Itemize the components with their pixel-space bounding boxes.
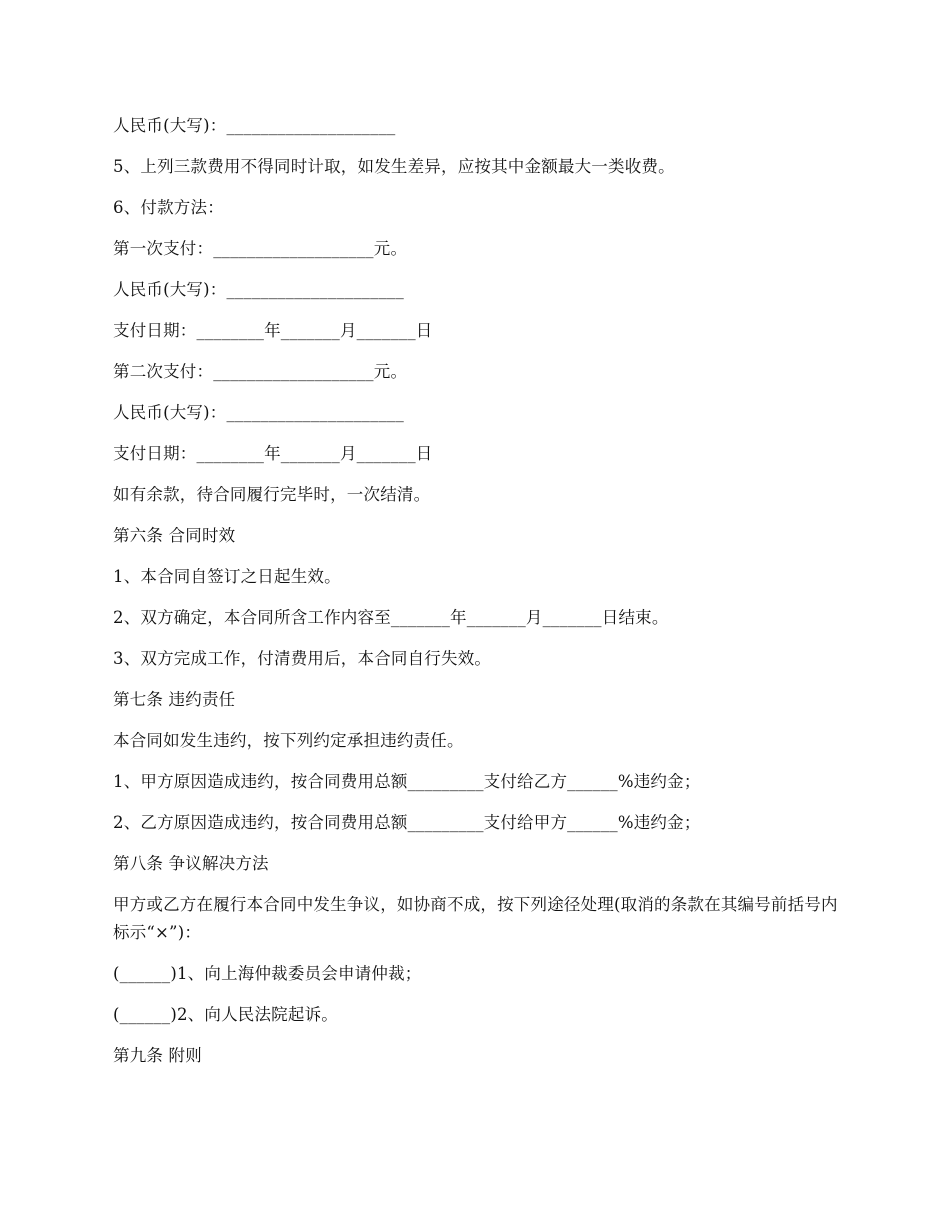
fee-clause-5: 5、上列三款费用不得同时计取，如发生差异，应按其中金额最大一类收费。 [113, 157, 675, 176]
article-7-clause-2: 2、乙方原因造成违约，按合同费用总额_________支付给甲方______%违约金； [113, 813, 701, 832]
article-6-clause-3: 3、双方完成工作，付清费用后，本合同自行失效。 [113, 649, 492, 668]
second-payment-date-line: 支付日期：________年_______月_______日 [113, 444, 433, 463]
article-9-heading: 第九条 附则 [113, 1046, 202, 1065]
rmb-uppercase-line: 人民币(大写)：____________________ [113, 116, 396, 135]
article-6-heading: 第六条 合同时效 [113, 526, 236, 545]
second-payment-line: 第二次支付：___________________元。 [113, 362, 408, 381]
second-payment-rmb-line: 人民币(大写)：_____________________ [113, 403, 404, 422]
article-8-intro: 甲方或乙方在履行本合同中发生争议，如协商不成，按下列途径处理(取消的条款在其编号前括号内标示“×”)： [113, 895, 838, 942]
article-8-option-2: (______)2、向人民法院起诉。 [113, 1005, 338, 1024]
article-7-intro: 本合同如发生违约，按下列约定承担违约责任。 [113, 731, 464, 750]
article-6-clause-2: 2、双方确定，本合同所含工作内容至_______年_______月_______日结束。 [113, 608, 669, 627]
first-payment-rmb-line: 人民币(大写)：_____________________ [113, 280, 404, 299]
article-7-clause-1: 1、甲方原因造成违约，按合同费用总额_________支付给乙方______%违约金； [113, 772, 701, 791]
article-8-option-1: (______)1、向上海仲裁委员会申请仲裁； [113, 964, 422, 983]
article-6-clause-1: 1、本合同自签订之日起生效。 [113, 567, 341, 586]
article-7-heading: 第七条 违约责任 [113, 690, 236, 709]
first-payment-line: 第一次支付：___________________元。 [113, 239, 408, 258]
payment-method-clause: 6、付款方法： [113, 198, 224, 217]
article-8-heading: 第八条 争议解决方法 [113, 854, 269, 873]
first-payment-date-line: 支付日期：________年_______月_______日 [113, 321, 433, 340]
balance-settlement-line: 如有余款，待合同履行完毕时，一次结清。 [113, 485, 431, 504]
document-body [113, 112, 838, 1083]
